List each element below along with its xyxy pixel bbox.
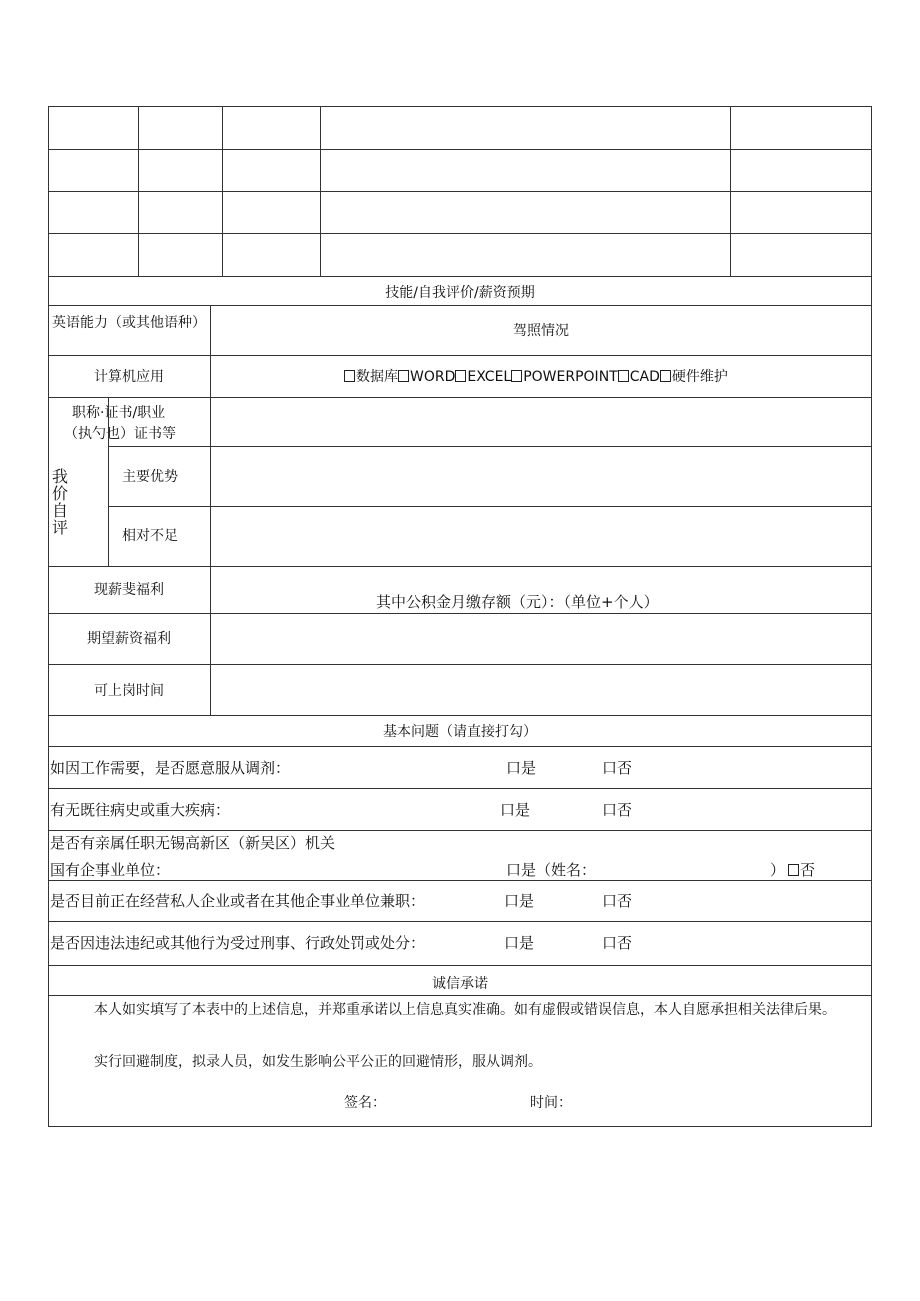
grid-line [48,613,872,614]
start-time-label: 可上岗时间 [94,683,164,699]
date-label: 时间： [530,1095,572,1111]
strengths-label: 主要优势 [122,469,178,485]
grid-line [48,664,872,665]
signature-label: 签名： [344,1095,386,1111]
question-text-line2: 国有企事业单位： [50,861,171,879]
grid-line [48,715,872,716]
english-ability-label: 英语能力（或其他语种） [52,315,206,331]
grid-line [48,830,872,831]
question-text: 有无既往病史或重大疾病： [50,801,231,819]
grid-line [48,397,872,398]
question-text: 如因工作需要，是否愿意服从调剂： [50,759,291,777]
answer-no[interactable]: 口否 [602,801,633,819]
question-text: 是否目前正在经营私人企业或者在其他企事业单位兼职： [50,892,426,910]
housing-fund-text: 其中公积金月缴存额（元）：（单位+个人） [376,593,659,611]
grid-line [48,191,872,192]
grid-line [48,880,872,881]
computer-skills-options: 数据库 WORD EXCEL POWERPOINT CAD 硬件维护 [344,368,728,386]
grid-line [48,276,872,277]
grid-line [48,149,872,150]
checkbox-no[interactable] [788,864,799,876]
grid-line [48,233,872,234]
answer-yes[interactable]: 口是 [500,801,531,819]
self-evaluation-label: 我 价 自 评 [51,467,68,537]
answer-no[interactable]: 口否 [602,892,633,910]
answer-yes[interactable]: 口是 [504,934,535,952]
section-title-basic: 基本问题（请直接打勾） [383,724,537,740]
answer-no[interactable]: 口否 [602,934,633,952]
answer-no[interactable]: 否 [788,861,815,879]
grid-line [48,965,872,966]
checkbox-excel[interactable] [455,370,466,382]
section-title-skills: 技能/自我评价/薪资预期 [385,285,535,301]
current-salary-label: 现薪斐福利 [94,582,164,598]
grid-line [48,746,872,747]
grid-line [108,506,872,507]
certificate-label: 职称·证书/职业 （执勺也）证书等 [64,405,176,442]
grid-line [48,788,872,789]
question-text: 是否因违法违纪或其他行为受过刑事、行政处罚或处分： [50,934,426,952]
question-text-line1: 是否有亲属任职无锡高新区（新吴区）机关 [50,834,336,852]
answer-paren-close: ） [770,861,786,879]
answer-yes[interactable]: 口是 [504,892,535,910]
checkbox-cad[interactable] [618,370,629,382]
promise-paragraph-1: 本人如实填写了本表中的上述信息，并郑重承诺以上信息真实准确。如有虚假或错误信息，本人自愿承担相关法律后果。 [94,1002,836,1018]
section-title-integrity: 诚信承诺 [432,976,488,992]
grid-line [48,995,872,996]
driving-license-label: 驾照情况 [513,323,569,339]
checkbox-database[interactable] [344,370,355,382]
grid-line [48,921,872,922]
promise-paragraph-2: 实行回避制度，拟录人员，如发生影响公平公正的回避情形，服从调剂。 [94,1054,542,1070]
grid-line [730,106,731,276]
checkbox-word[interactable] [398,370,409,382]
grid-line [222,106,223,276]
grid-line [138,106,139,276]
form-outer-border [48,106,872,1127]
checkbox-hardware[interactable] [660,370,671,382]
answer-yes[interactable]: 口是 [506,759,537,777]
answer-no[interactable]: 口否 [602,759,633,777]
grid-line [108,397,109,566]
computer-skills-label: 计算机应用 [94,369,164,385]
grid-line [48,305,872,306]
grid-line [48,355,872,356]
weaknesses-label: 相对不足 [122,528,178,544]
grid-line [320,106,321,276]
expected-salary-label: 期望薪资福利 [87,631,171,647]
checkbox-powerpoint[interactable] [511,370,522,382]
grid-line [210,305,211,715]
grid-line [48,566,872,567]
grid-line [108,446,872,447]
answer-yes[interactable]: 口是（姓名： [506,861,597,879]
